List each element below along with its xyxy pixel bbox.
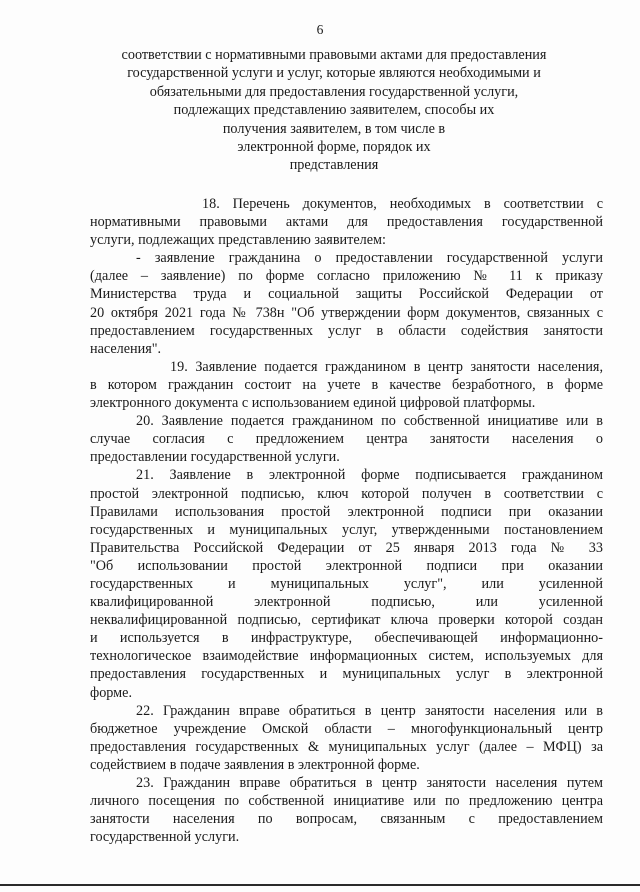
text-line: квалифицированной электронной подписью, или усиленной (90, 594, 603, 611)
heading-line: представления (289, 157, 379, 174)
text-line: - заявление гражданина о предоставлении государственной услуги (136, 250, 603, 267)
heading-line: подлежащих представлению заявителем, способы их (173, 102, 495, 119)
text-line: в котором гражданин состоит на учете в качестве безработного, в форме (90, 376, 603, 393)
text-line: услуги, подлежащих представлению заявителем: (90, 232, 386, 249)
text-line: Министерства труда и социальной защиты Российской Федерации от (90, 286, 603, 303)
heading-line: получения заявителем, в том числе в (222, 120, 446, 137)
text-line: технологическое взаимодействие информационных систем, используемых для (90, 648, 603, 665)
text-line: населения". (90, 340, 162, 357)
text-line: 19. Заявление подается гражданином в центр занятости населения, (170, 358, 603, 375)
text-line: предоставления государственных & муниципальных услуг (далее – МФЦ) за (90, 738, 603, 755)
text-line: электронного документа с использованием единой цифровой платформы. (90, 395, 536, 412)
paragraph-p21 (90, 466, 603, 701)
text-line: 20. Заявление подается гражданином по собственной инициативе или в (136, 413, 603, 430)
heading-line: электронной форме, порядок их (237, 139, 431, 156)
paragraph-p18 (90, 195, 603, 249)
text-line: 20 октября 2021 года № 738н "Об утверждении форм документов, связанных с (90, 304, 603, 321)
text-line: "Об использовании простой электронной подписи при оказании (90, 557, 603, 574)
heading-line: обязательными для предоставления государственной услуги, (149, 83, 519, 100)
text-line: государственных и муниципальных услуг", или усиленной (90, 575, 603, 592)
text-line: содействием в подаче заявления в электронной форме. (90, 756, 420, 773)
text-line: 21. Заявление в электронной форме подписывается гражданином (136, 467, 603, 484)
text-line: государственных и муниципальных услуг, утвержденными постановлением (90, 521, 603, 538)
paragraph-p20 (90, 412, 603, 466)
text-line: 22. Гражданин вправе обратиться в центр занятости населения или в (136, 702, 603, 719)
document-body (90, 195, 603, 846)
text-line: государственной услуги. (90, 829, 240, 846)
text-line: предоставлением государственных услуг в области содействия занятости (90, 322, 603, 339)
text-line: форме. (90, 684, 132, 701)
text-line: бюджетное учреждение Омской области – многофункциональный центр (90, 720, 603, 737)
text-line: неквалифицированной подписью, сертификат ключа проверки которой создан (90, 612, 603, 629)
text-line: нормативными правовыми актами для предоставления государственной (90, 214, 603, 231)
heading-line: государственной услуги и услуг, которые являются необходимыми и (127, 65, 541, 82)
paragraph-p23 (90, 774, 603, 846)
text-line: Правительства Российской Федерации от 25 января 2013 года № 33 (90, 539, 603, 556)
text-line: 23. Гражданин вправе обратиться в центр занятости населения путем (136, 775, 603, 791)
text-line: предоставлении государственной услуги. (90, 449, 340, 466)
heading-line: соответствии с нормативными правовыми актами для предоставления (121, 47, 547, 63)
text-line: простой электронной подписью, ключ которой получен в соответствии с (90, 485, 603, 502)
section-heading (100, 46, 568, 175)
paragraph-p18-item (90, 249, 603, 358)
page-bottom-edge (0, 884, 640, 886)
page-number: 6 (316, 22, 324, 37)
text-line: личного посещения по собственной инициативе или по предложению центра (90, 793, 603, 810)
text-line: занятости населения по вопросам, связанным с предоставлением (90, 811, 603, 828)
paragraph-p22 (90, 702, 603, 774)
text-line: случае согласия с предложением центра занятости населения о (90, 431, 603, 448)
paragraph-p19 (90, 358, 603, 412)
text-line: 18. Перечень документов, необходимых в соответствии с (202, 196, 603, 212)
text-line: (далее – заявление) по форме согласно приложению № 11 к приказу (90, 268, 603, 285)
text-line: предоставления государственных и муниципальных услуг в электронной (90, 666, 603, 683)
text-line: Правилами использования простой электронной подписи при оказании (90, 503, 603, 520)
text-line: и используется в инфраструктуре, обеспечивающей информационно- (90, 630, 603, 647)
